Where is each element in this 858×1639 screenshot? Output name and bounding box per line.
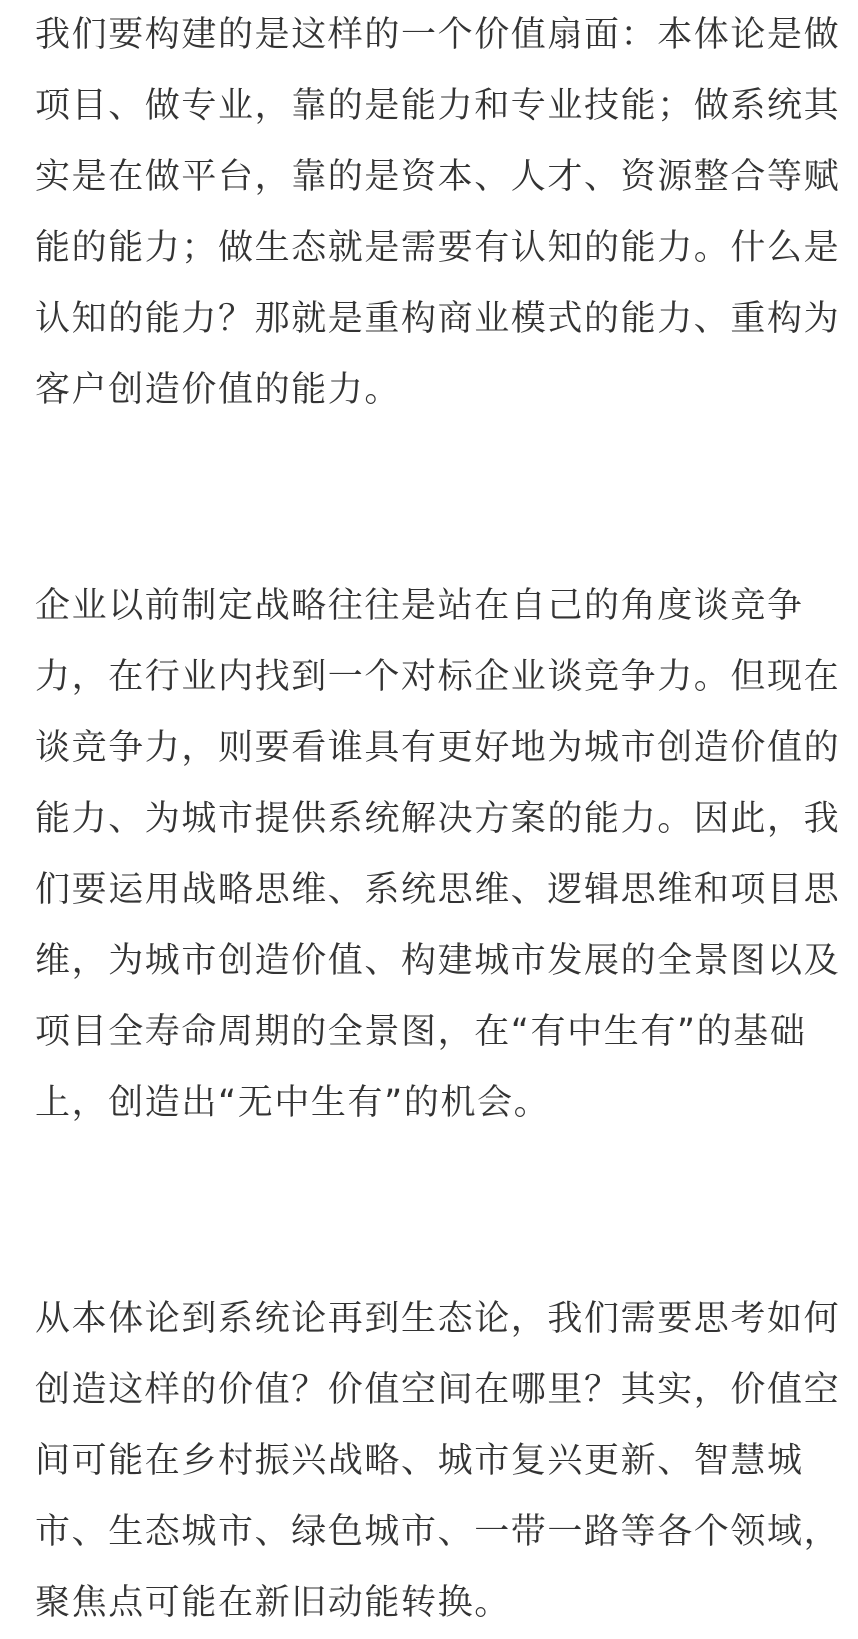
paragraph-line: 聚焦点可能在新旧动能转换。 bbox=[35, 1583, 511, 1623]
paragraph-line: 从本体论到系统论再到生态论，我们需要思考如何 bbox=[35, 1299, 841, 1339]
paragraph-line: 项目全寿命周期的全景图，在“有中生有”的基础 bbox=[35, 1012, 807, 1052]
paragraph-line: 市、生态城市、绿色城市、一带一路等各个领域， bbox=[35, 1512, 841, 1552]
paragraph-line: 们要运用战略思维、系统思维、逻辑思维和项目思 bbox=[35, 870, 841, 910]
paragraph-line: 认知的能力？那就是重构商业模式的能力、重构为 bbox=[35, 299, 841, 339]
paragraph-line: 维，为城市创造价值、构建城市发展的全景图以及 bbox=[35, 941, 841, 981]
paragraph-line: 能的能力；做生态就是需要有认知的能力。什么是 bbox=[35, 228, 841, 268]
paragraph-line: 能力、为城市提供系统解决方案的能力。因此，我 bbox=[35, 799, 841, 839]
paragraph-2 bbox=[35, 571, 841, 1139]
paragraph-line: 上，创造出“无中生有”的机会。 bbox=[35, 1083, 551, 1123]
paragraph-line: 我们要构建的是这样的一个价值扇面：本体论是做 bbox=[35, 15, 841, 55]
paragraph-line: 项目、做专业，靠的是能力和专业技能；做系统其 bbox=[35, 86, 841, 126]
paragraph-line: 力，在行业内找到一个对标企业谈竞争力。但现在 bbox=[35, 657, 841, 697]
paragraph-line: 实是在做平台，靠的是资本、人才、资源整合等赋 bbox=[35, 157, 841, 197]
paragraph-spacer bbox=[35, 426, 835, 571]
paragraph-line: 创造这样的价值？价值空间在哪里？其实，价值空 bbox=[35, 1370, 841, 1410]
paragraph-line: 客户创造价值的能力。 bbox=[35, 370, 402, 410]
paragraph-line: 间可能在乡村振兴战略、城市复兴更新、智慧城 bbox=[35, 1441, 804, 1481]
paragraph-line: 谈竞争力，则要看谁具有更好地为城市创造价值的 bbox=[35, 728, 841, 768]
paragraph-1 bbox=[35, 0, 841, 426]
paragraph-spacer bbox=[35, 1139, 835, 1284]
article-body bbox=[35, 0, 841, 1639]
paragraph-line: 企业以前制定战略往往是站在自己的角度谈竞争 bbox=[35, 586, 804, 626]
paragraph-3 bbox=[35, 1284, 841, 1639]
